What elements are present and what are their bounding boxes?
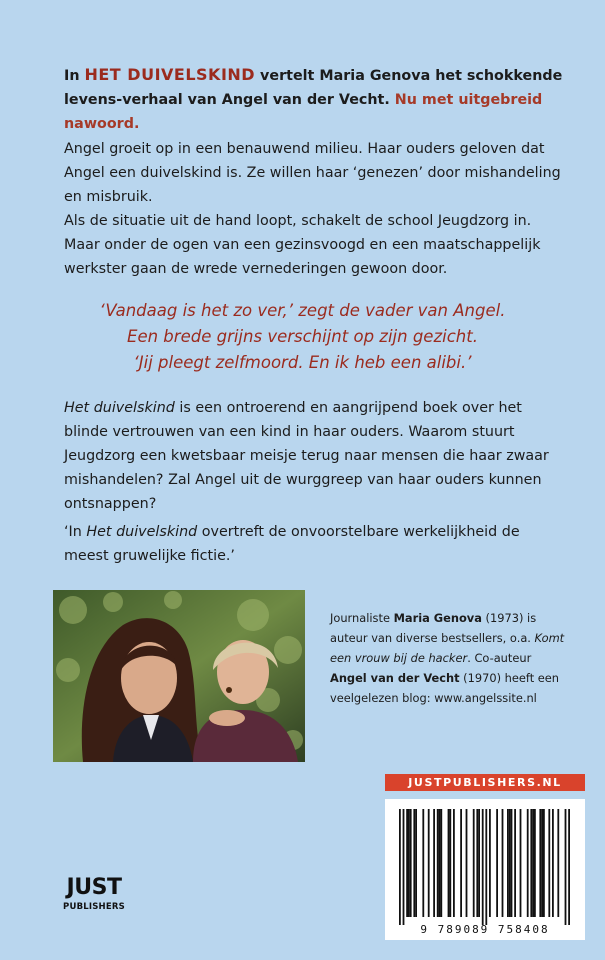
barcode-bar	[507, 809, 509, 917]
barcode-bar	[415, 809, 417, 917]
quote-line-1: ‘Vandaag is het zo ver,’ zegt de vader van Angel.	[99, 301, 506, 320]
bio-text-3: . Co-auteur	[467, 651, 532, 665]
barcode-bar	[530, 809, 532, 917]
intro-paragraph	[64, 63, 564, 136]
barcode-bar	[557, 809, 559, 917]
quote-line-3: ‘Jij pleegt zelfmoord. En ik heb een alibi.’	[133, 353, 472, 372]
pull-quote	[0, 298, 605, 376]
barcode-bar	[509, 809, 511, 917]
intro-highlight: Nu met uitgebreid nawoord.	[64, 92, 543, 132]
barcode-bars	[385, 799, 585, 940]
barcode-bar	[511, 809, 513, 917]
p4-text: overtreft de onvoorstelbare werkelijkheid de meest gruwelijke fictie.’	[64, 524, 520, 564]
barcode-bar	[410, 809, 412, 917]
barcode-bar	[449, 809, 451, 917]
barcode-bar	[408, 809, 410, 917]
paragraph-2: Als de situatie uit de hand loopt, schakelt de school Jeugdzorg in. Maar onder de ogen van een gezinsvoogd en een maatschappelijk werkster gaan de wrede vernederingen gewoon door.	[64, 213, 541, 277]
barcode-bar	[403, 809, 405, 925]
barcode-bar	[440, 809, 442, 917]
author-name-2: Angel van der Vecht	[330, 671, 460, 685]
barcode-bar	[539, 809, 541, 917]
barcode-bar	[439, 809, 441, 917]
publisher-logo	[56, 876, 132, 922]
logo-word: JUST	[66, 875, 122, 900]
barcode-bar	[478, 809, 480, 917]
barcode-bar	[489, 809, 491, 917]
barcode-bar	[543, 809, 545, 917]
barcode-bar	[514, 809, 516, 917]
barcode-bar	[460, 809, 462, 917]
book-title: HET DUIVELSKIND	[84, 65, 256, 84]
barcode-bar	[568, 809, 570, 925]
barcode-bar	[448, 809, 450, 917]
barcode-bar	[466, 809, 468, 917]
barcode-bar	[399, 809, 401, 925]
bio-text-4: (1970) heeft een veelgelezen blog: www.angelssite.nl	[330, 671, 560, 705]
barcode-bar	[437, 809, 439, 917]
barcode-bar	[527, 809, 529, 917]
barcode-bar	[433, 809, 435, 917]
p4-prefix: ‘In	[64, 524, 87, 540]
barcode-bar	[476, 809, 478, 917]
paragraph-1: Angel groeit op in een benauwend milieu. Haar ouders geloven dat Angel een duivelskind is. Ze willen haar ‘genezen’ door mishandeling en misbruik.	[64, 141, 561, 205]
p3-text: is een ontroerend en aangrijpend boek over het blinde vertrouwen van een kind in haar ouders. Waarom stuurt Jeugdzorg een kwetsbaar meisje terug naar mensen die haar zwaar mishandelen? Zal Angel uit de wurggreep van haar ouders kunnen ontsnappen?	[64, 400, 549, 512]
logo-subtitle: PUBLISHERS	[63, 902, 125, 912]
barcode-bar	[502, 809, 504, 917]
intro-prefix: In	[64, 68, 85, 84]
barcode-bar	[482, 809, 484, 925]
barcode-bar	[428, 809, 430, 917]
isbn-number: 9 789089 758408	[420, 923, 550, 936]
bio-book-title: Komt een vrouw bij de hacker	[330, 631, 565, 665]
barcode	[385, 799, 585, 940]
p3-book-title: Het duivelskind	[64, 400, 175, 416]
barcode-bar	[422, 809, 424, 917]
barcode-bar	[520, 809, 522, 917]
bio-text-1: Journaliste	[330, 611, 394, 625]
barcode-bar	[534, 809, 536, 917]
barcode-bar	[406, 809, 408, 917]
publisher-url-strip: JUSTPUBLISHERS.NL	[385, 774, 585, 791]
barcode-bar	[548, 809, 550, 917]
p4-book-title: Het duivelskind	[86, 524, 198, 540]
quote-line-2: Een brede grijns verschijnt op zijn gezicht.	[127, 327, 478, 346]
author-name-1: Maria Genova	[393, 611, 482, 625]
author-photo	[53, 590, 305, 762]
barcode-bar	[473, 809, 475, 917]
review-quote	[64, 520, 564, 568]
barcode-bar	[485, 809, 487, 925]
barcode-bar	[496, 809, 498, 917]
author-bio	[330, 608, 570, 708]
intro-middle: vertelt Maria Genova het schokkende levens-verhaal van Angel van der Vecht.	[64, 68, 563, 108]
barcode-bar	[565, 809, 567, 925]
barcode-bar	[413, 809, 415, 917]
barcode-bar	[552, 809, 554, 917]
barcode-bar	[453, 809, 455, 917]
bio-text-2: (1973) is auteur van diverse bestsellers, o.a.	[330, 611, 537, 645]
paragraph-3	[64, 396, 564, 516]
barcode-bar	[541, 809, 543, 917]
barcode-bar	[532, 809, 534, 917]
